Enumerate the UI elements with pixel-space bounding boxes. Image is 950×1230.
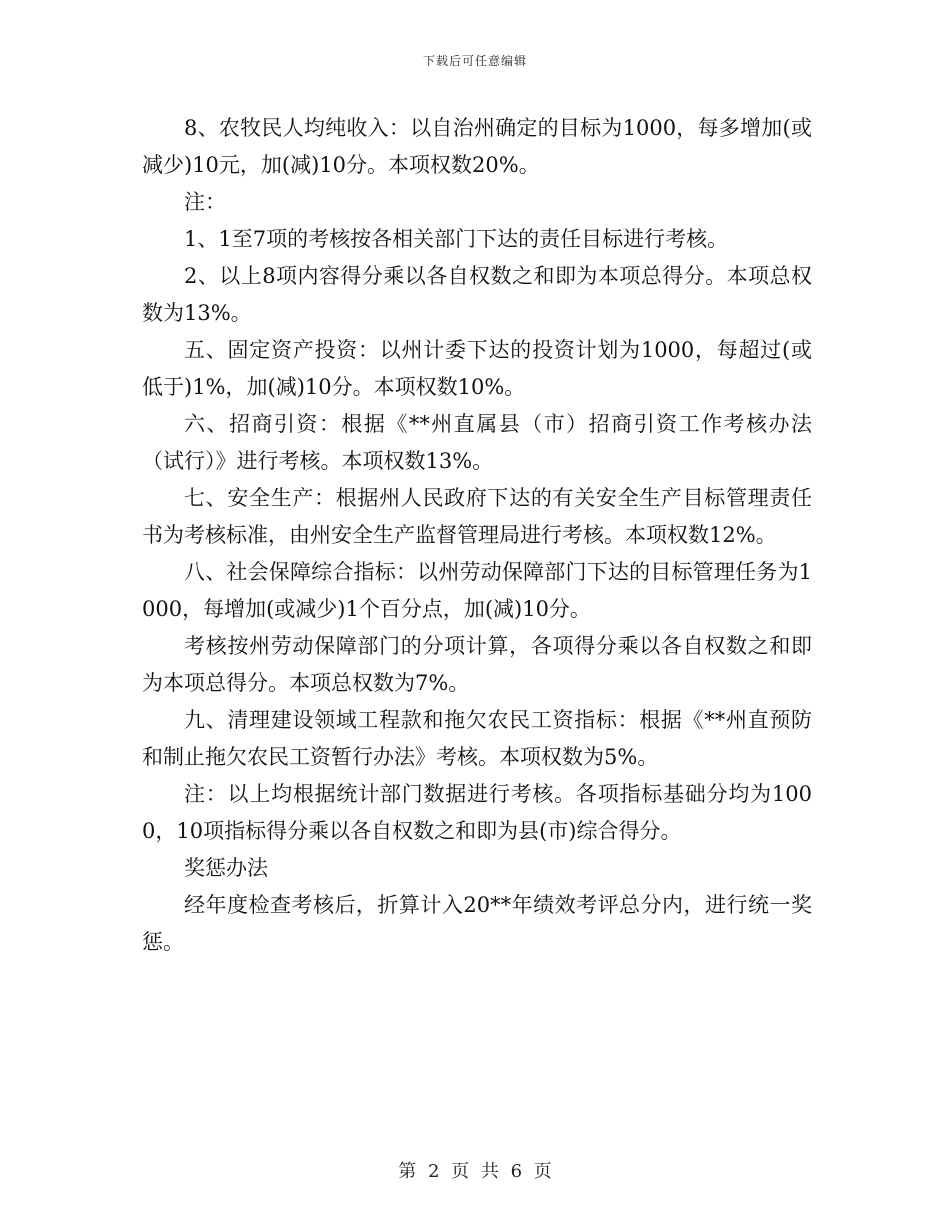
paragraph-investment-attraction: 六、招商引资：根据《**州直属县（市）招商引资工作考核办法（试行）》进行考核。本项权数13%。 — [142, 412, 812, 473]
paragraph-statistics-note: 注：以上均根据统计部门数据进行考核。各项指标基础分均为1000，10项指标得分乘以各自权数之和即为县(市)综合得分。 — [142, 782, 812, 843]
paragraph-wage-arrears: 九、清理建设领域工程款和拖欠农民工资指标：根据《**州直预防和制止拖欠农民工资暂行办法》考核。本项权数为5%。 — [142, 708, 812, 769]
paragraph-rewards: 经年度检查考核后，折算计入20**年绩效考评总分内，进行统一奖惩。 — [142, 893, 812, 954]
paragraph-note-1: 1、1至7项的考核按各相关部门下达的责任目标进行考核。 — [184, 227, 729, 251]
paragraph-fixed-assets: 五、固定资产投资：以州计委下达的投资计划为1000，每超过(或低于)1%，加(减)10分。本项权数10%。 — [142, 338, 812, 399]
paragraph-note-heading: 注： — [184, 190, 226, 214]
section-heading-rewards: 奖惩办法 — [184, 856, 268, 880]
paragraph-social-security-calc: 考核按州劳动保障部门的分项计算，各项得分乘以各自权数之和即为本项总得分。本项总权数为7%。 — [142, 634, 812, 695]
document-body — [142, 110, 812, 961]
page-number-footer: 第 2 页 共 6 页 — [398, 1161, 552, 1182]
paragraph-safety-production: 七、安全生产：根据州人民政府下达的有关安全生产目标管理责任书为考核标准，由州安全生产监督管理局进行考核。本项权数12%。 — [142, 486, 812, 547]
paragraph-social-security: 八、社会保障综合指标：以州劳动保障部门下达的目标管理任务为1000，每增加(或减少)1个百分点，加(减)10分。 — [142, 560, 812, 621]
page-header: 下载后可任意编辑 — [422, 54, 527, 68]
paragraph-note-2: 2、以上8项内容得分乘以各自权数之和即为本项总得分。本项总权数为13%。 — [142, 264, 812, 325]
paragraph-income: 8、农牧民人均纯收入：以自治州确定的目标为1000，每多增加(或减少)10元，加(减)10分。本项权数20%。 — [142, 116, 812, 177]
